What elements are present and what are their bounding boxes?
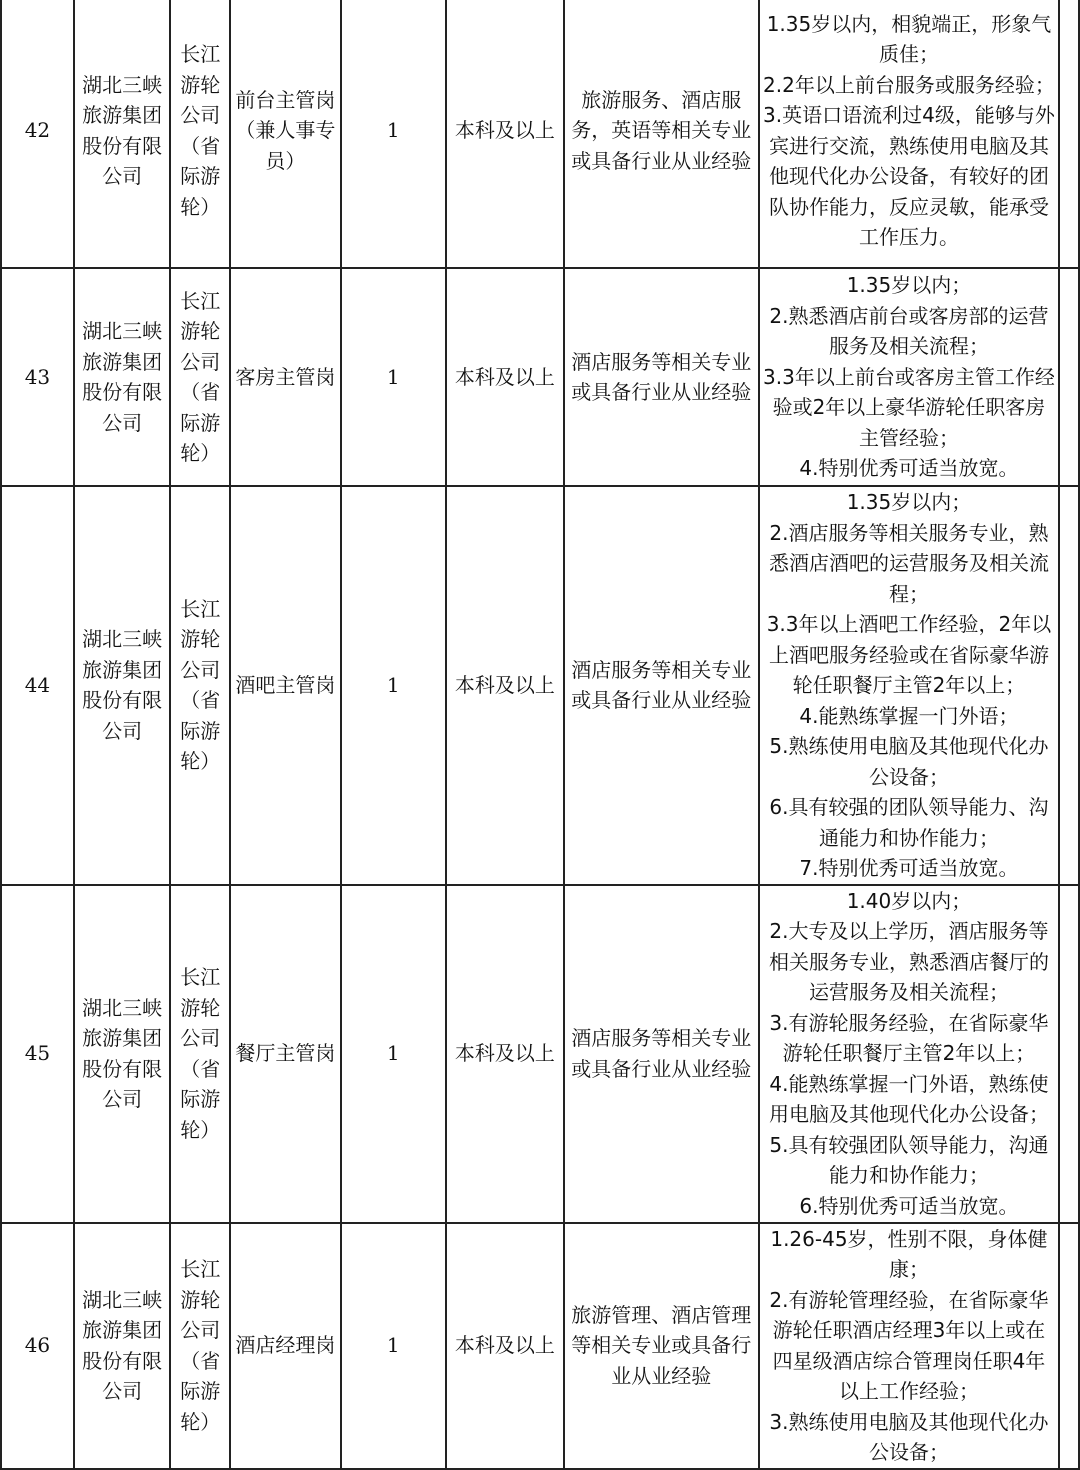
table-row <box>1 0 1079 268</box>
education-level: 本科及以上 <box>446 268 564 486</box>
remarks-cell <box>1059 268 1079 486</box>
requirement-item: 1.35岁以内； <box>846 490 972 514</box>
requirement-item: 2.酒店服务等相关服务专业，熟悉酒店酒吧的运营服务及相关流程； <box>768 520 1049 606</box>
position-name: 酒吧主管岗 <box>230 486 341 885</box>
requirement-item: 1.26-45岁，性别不限，身体健康； <box>770 1226 1048 1281</box>
other-requirements <box>759 486 1060 885</box>
headcount: 1 <box>341 885 446 1223</box>
education-level: 本科及以上 <box>446 486 564 885</box>
requirement-item: 4.特别优秀可适当放宽。 <box>799 456 1019 481</box>
hiring-unit: 长江游轮公司（省际游轮） <box>170 486 230 885</box>
requirement-item: 6.特别优秀可适当放宽。 <box>799 1193 1019 1218</box>
requirement-item: 2.大专及以上学历，酒店服务等相关服务专业，熟悉酒店餐厅的运营服务及相关流程； <box>768 919 1049 1005</box>
hiring-unit: 长江游轮公司（省际游轮） <box>170 885 230 1223</box>
company-name: 湖北三峡旅游集团股份有限公司 <box>74 1223 171 1469</box>
hiring-unit: 长江游轮公司（省际游轮） <box>170 1223 230 1469</box>
requirement-item: 7.特别优秀可适当放宽。 <box>799 856 1019 880</box>
requirement-item: 1.40岁以内； <box>846 888 972 913</box>
remarks-cell <box>1059 0 1079 268</box>
requirement-item: 3.3年以上酒吧工作经验，2年以上酒吧服务经验或在省际豪华游轮任职餐厅主管2年以上； <box>766 612 1052 697</box>
company-name: 湖北三峡旅游集团股份有限公司 <box>74 268 171 486</box>
major-requirement: 酒店服务等相关专业或具备行业从业经验 <box>564 486 759 885</box>
major-requirement: 酒店服务等相关专业或具备行业从业经验 <box>564 885 759 1223</box>
requirement-item: 5.熟练使用电脑及其他现代化办公设备； <box>769 734 1049 789</box>
row-number: 42 <box>1 0 74 268</box>
headcount: 1 <box>341 486 446 885</box>
requirement-item: 4.能熟练掌握一门外语，熟练使用电脑及其他现代化办公设备； <box>768 1071 1049 1127</box>
education-level: 本科及以上 <box>446 885 564 1223</box>
remarks-cell <box>1059 486 1079 885</box>
position-name: 餐厅主管岗 <box>230 885 341 1223</box>
major-requirement: 旅游管理、酒店管理等相关专业或具备行业从业经验 <box>564 1223 759 1469</box>
requirement-item: 5.具有较强团队领导能力，沟通能力和协作能力； <box>769 1132 1049 1188</box>
position-name: 酒店经理岗 <box>230 1223 341 1469</box>
requirement-item: 3.3年以上前台或客房主管工作经验或2年以上豪华游轮任职客房主管经验； <box>763 364 1055 450</box>
table-row <box>1 486 1079 885</box>
row-number: 43 <box>1 268 74 486</box>
other-requirements <box>759 885 1060 1223</box>
table-row <box>1 885 1079 1223</box>
row-number: 46 <box>1 1223 74 1469</box>
requirement-item: 2.2年以上前台服务或服务经验； <box>763 72 1055 97</box>
education-level: 本科及以上 <box>446 0 564 268</box>
other-requirements <box>759 268 1060 486</box>
requirement-item: 3.熟练使用电脑及其他现代化办公设备； <box>769 1409 1049 1464</box>
table-row <box>1 1223 1079 1469</box>
position-name: 前台主管岗（兼人事专员） <box>230 0 341 268</box>
other-requirements <box>759 1223 1060 1469</box>
other-requirements <box>759 0 1060 268</box>
hiring-unit: 长江游轮公司（省际游轮） <box>170 0 230 268</box>
remarks-cell <box>1059 885 1079 1223</box>
headcount: 1 <box>341 268 446 486</box>
table-row <box>1 268 1079 486</box>
hiring-unit: 长江游轮公司（省际游轮） <box>170 268 230 486</box>
education-level: 本科及以上 <box>446 1223 564 1469</box>
requirement-item: 3.英语口语流利过4级，能够与外宾进行交流，熟练使用电脑及其他现代化办公设备，有较好的团队协作能力，反应灵敏，能承受工作压力。 <box>763 103 1055 249</box>
requirement-item: 1.35岁以内； <box>846 273 972 298</box>
major-requirement: 酒店服务等相关专业或具备行业从业经验 <box>564 268 759 486</box>
requirement-item: 2.熟悉酒店前台或客房部的运营服务及相关流程； <box>769 303 1049 359</box>
position-name: 客房主管岗 <box>230 268 341 486</box>
company-name: 湖北三峡旅游集团股份有限公司 <box>74 0 171 268</box>
major-requirement: 旅游服务、酒店服务，英语等相关专业或具备行业从业经验 <box>564 0 759 268</box>
requirement-item: 1.35岁以内，相貌端正，形象气质佳； <box>766 11 1052 66</box>
company-name: 湖北三峡旅游集团股份有限公司 <box>74 486 171 885</box>
company-name: 湖北三峡旅游集团股份有限公司 <box>74 885 171 1223</box>
requirement-item: 2.有游轮管理经验，在省际豪华游轮任职酒店经理3年以上或在四星级酒店综合管理岗任职4年以上工作经验； <box>769 1287 1049 1403</box>
headcount: 1 <box>341 0 446 268</box>
requirement-item: 4.能熟练掌握一门外语； <box>799 703 1019 728</box>
remarks-cell <box>1059 1223 1079 1469</box>
requirement-item: 6.具有较强的团队领导能力、沟通能力和协作能力； <box>769 795 1049 850</box>
requirement-item: 3.有游轮服务经验，在省际豪华游轮任职餐厅主管2年以上； <box>769 1010 1049 1066</box>
row-number: 44 <box>1 486 74 885</box>
headcount: 1 <box>341 1223 446 1469</box>
row-number: 45 <box>1 885 74 1223</box>
